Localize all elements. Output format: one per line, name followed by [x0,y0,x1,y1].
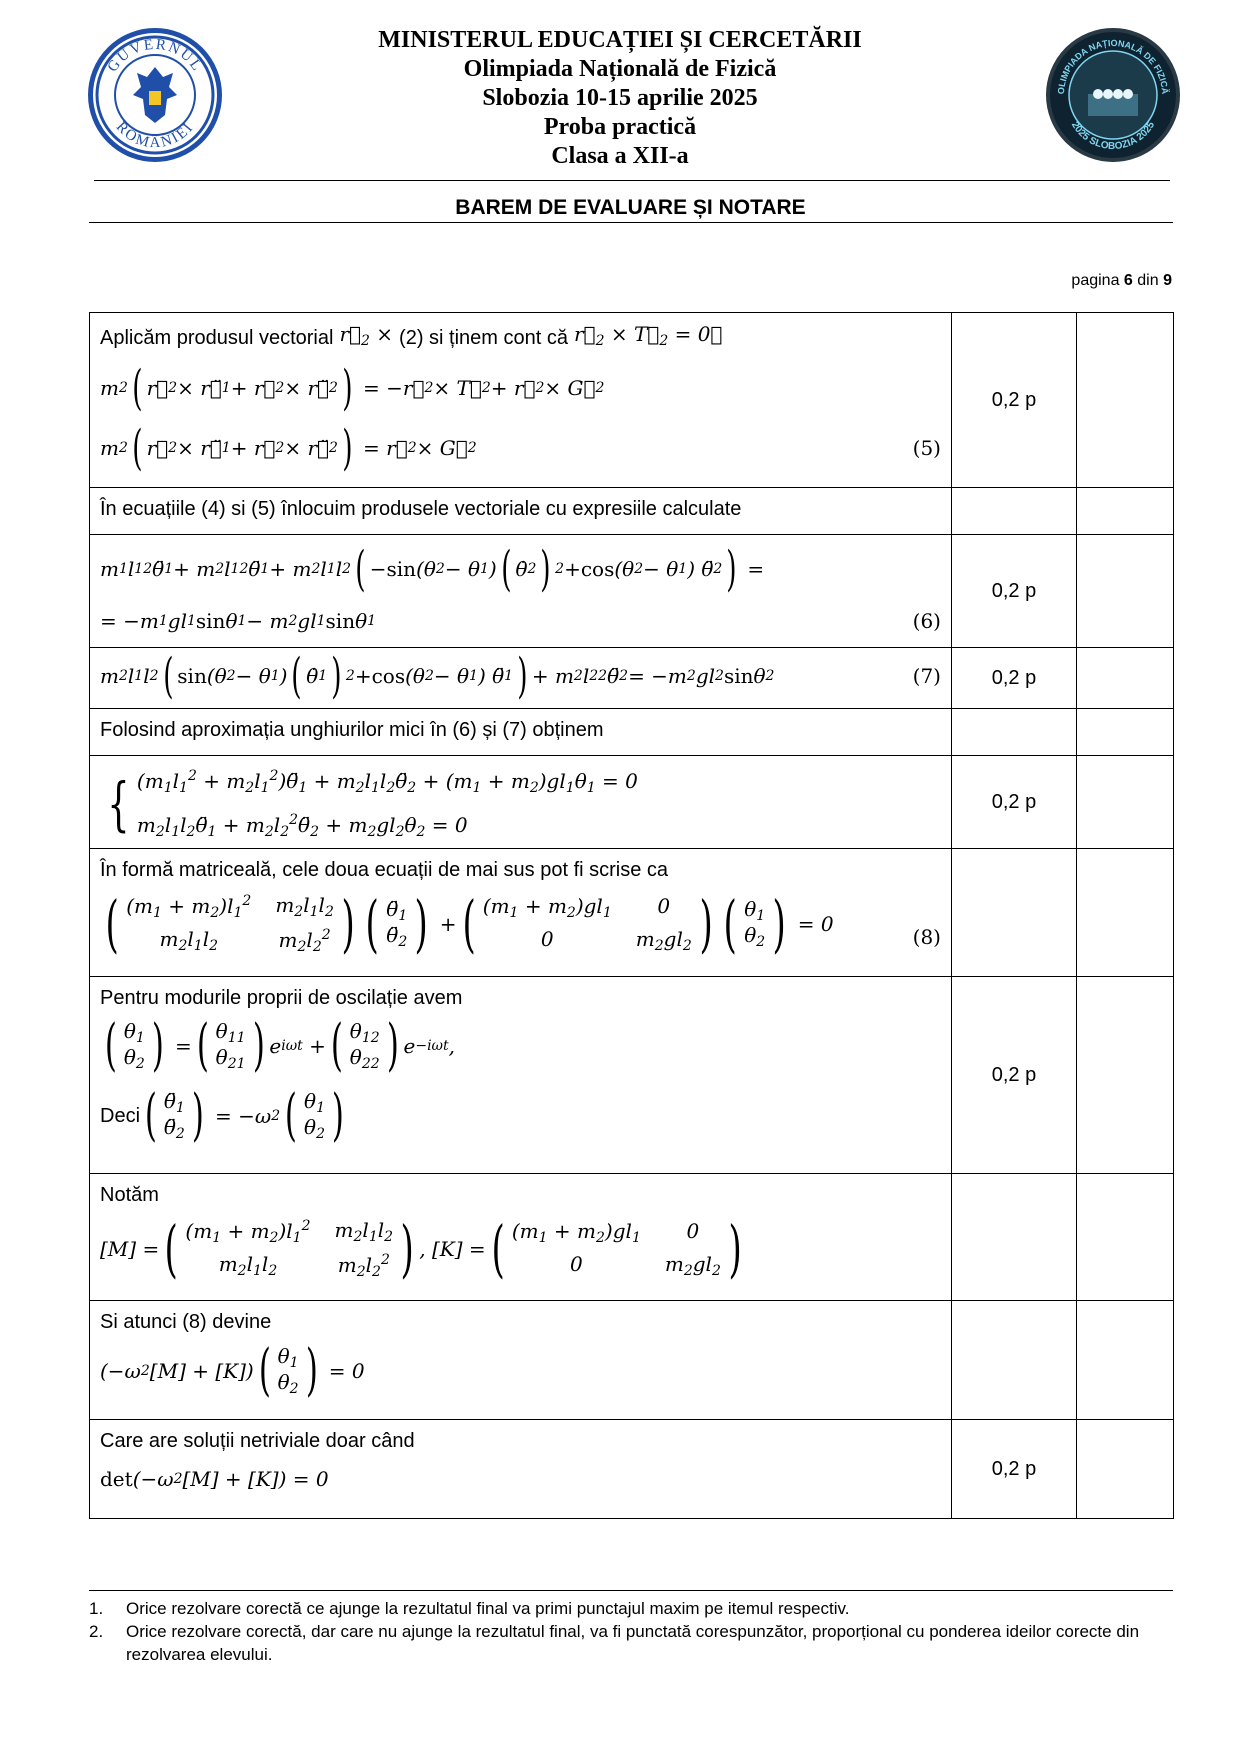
points-cell: 0,2 p [952,977,1077,1174]
table-row: m 1 l 1 2 θ̈ 1 + m 2 l 1 2 θ̈ 1 + m 2 l 1 l 2 ( − sin (θ 2 − θ 1 ) ( θ̇ 2 ) 2 + cos (θ 2 − θ 1 ) θ̈ 2 ) = = −m 1 gl 1 sin θ 1 − m 2 gl 1 sin θ 1 (6) 0,2 p [90,535,1174,648]
svg-text:ROMÂNIEI: ROMÂNIEI [112,119,198,152]
trial-title: Proba practică [543,114,697,140]
svg-text:GUVERNUL: GUVERNUL [104,36,206,76]
points-cell: 0,2 p [952,313,1077,488]
points-cell: 0,2 p [952,1420,1077,1519]
step-text: În ecuațiile (4) si (5) înlocuim produsele vectoriale cu expresiile calculate [100,498,742,520]
grading-table [89,312,1174,1519]
header-titles [300,26,940,171]
class-title: Clasa a XII-a [551,143,689,169]
ministry-title: MINISTERUL EDUCAȚIEI ȘI CERCETĂRII [378,27,862,53]
list-item: 1. Orice rezolvare corectă ce ajunge la rezultatul final va primi punctajul maxim pe itemul respectiv. [89,1599,850,1618]
svg-text:OLIMPIADA NAȚIONALĂ DE FIZICĂ: OLIMPIADA NAȚIONALĂ DE FIZICĂ [1055,37,1171,95]
step-text: Pentru modurile proprii de oscilație avem [100,987,463,1009]
step-text: Notăm [100,1184,159,1206]
points-cell: 0,2 p [952,535,1077,648]
table-row: Pentru modurile proprii de oscilație avem ( $\theta_1$ $\theta_2$ ) = ( $\theta_{11}$ $\theta_{21}$ ) e iωt + ( $\theta_{12}$ $\theta_{22}$ ) e −iωt , Deci ( $\thetä_1$ $\thetä_2$ ) = −ω 2 ( $\theta_1$ $\theta_2$ ) 0,2 p [90,977,1174,1174]
points-cell: 0,2 p [952,648,1077,709]
table-row: { ($m_1l_1^2$ + $m_2l_1^2)\thetä_1$ + $m_2l_1l_2\thetä_2 + (m_1 + m_2)gl_1\theta_1 = 0$ $m_2l_1l_2\thetä_1$ + $m_2l_2^2\thetä_2 + m_2gl_2\theta_2 = 0$ 0,2 p [90,756,1174,849]
title-divider [89,222,1173,223]
table-row: Care are soluții netriviale doar când det (−ω 2 [M] + [K]) = 0 0,2 p [90,1420,1174,1519]
step-text: În formă matriceală, cele doua ecuații de mai sus pot fi scrise ca [100,859,669,881]
header-divider [94,180,1170,181]
table-row: Notăm [M] = ( $(m_1 + m_2)l_1^2$ $m_2l_1l_2$ $m_2l_1l_2$ $m_2l_2^2$ ) , [K] = ( $(m_1 + m_2)gl_1$ 0 0 $m_2gl_2$ ) [90,1174,1174,1301]
page-number: pagina 6 din 9 [1071,272,1172,289]
points-cell: 0,2 p [952,756,1077,849]
olympiad-title: Olimpiada Națională de Fizică [463,56,777,82]
doc-title: BAREM DE EVALUARE ȘI NOTARE [455,196,806,219]
table-row: m 2 l 1 l 2 ( sin (θ 2 − θ 1 ) ( θ̇ 1 ) 2 + cos (θ 2 − θ 1 ) θ̈ 1 ) + m 2 l 2 2 θ̈ 2 = −m 2 gl 2 sin θ 2 (7) 0,2 p [90,648,1174,709]
table-row: Aplicăm produsul vectorial $r⃗_2$ × (2) si ținem cont că $r⃗_2$ × $T⃗_2$ = 0⃗ m 2 ( r⃗ 2 × r⃗̈ 1 + r⃗ 2 × r⃗̈ 2 ) = −r⃗ 2 × T⃗ 2 + r⃗ 2 × G⃗ 2 m 2 ( r⃗ 2 × r⃗̈ 1 + r⃗ 2 × r⃗̈ 2 ) = r⃗ 2 × G⃗ 2 (5) 0,2 p [90,313,1174,488]
table-row [90,709,1174,756]
olympiad-logo [1046,28,1180,162]
step-text: Folosind aproximația unghiurilor mici în (6) și (7) obținem [100,719,604,741]
score-cell [1077,313,1174,488]
svg-text:2025 SLOBOZIA 2025: 2025 SLOBOZIA 2025 [1068,119,1158,153]
table-row [90,488,1174,535]
table-row: În formă matriceală, cele doua ecuații de mai sus pot fi scrise ca ( $(m_1 + m_2)l_1^2$ $m_2l_1l_2$ $m_2l_1l_2$ $m_2l_2^2$ ) ( $\thetä_1$ $\thetä_2$ ) + ( $(m_1 + m_2)gl_1$ 0 0 $m_2gl_2$ ) ( $\theta_1$ $\theta_2$ ) = 0 (8) [90,849,1174,977]
step-text: Si atunci (8) devine [100,1311,272,1333]
step-text: Care are soluții netriviale doar când [100,1430,415,1452]
list-item: 2. Orice rezolvare corectă, dar care nu ajunge la rezultatul final, va fi punctată corespunzător, proporțional cu ponderea ideilor corecte din rezolvarea elevului. [89,1622,1140,1664]
place-date: Slobozia 10-15 aprilie 2025 [482,85,758,111]
footnotes [89,1590,1173,1666]
government-logo [88,28,222,162]
table-row: Si atunci (8) devine (−ω 2 [M] + [K]) ( $\theta_1$ $\theta_2$ ) = 0 [90,1301,1174,1420]
